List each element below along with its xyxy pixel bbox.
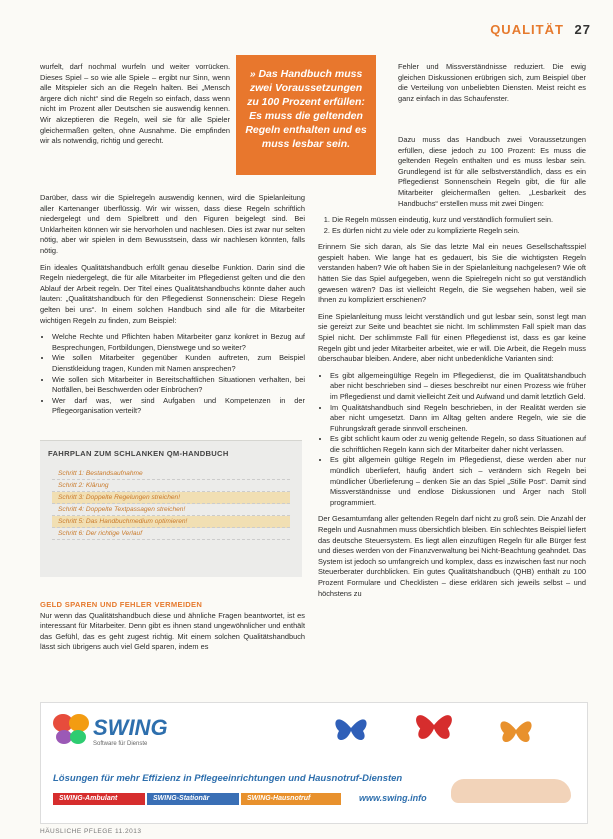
paragraph: Der Gesamtumfang aller geltenden Regeln darf nicht zu groß sein. Die Anzahl der Regeln und Ausnahmen muss übersichtlich bleiben. Ein schlechtes Beispiel liefert das deutsche Steuersystem. Es liegt allen einzufügen Regeln für alle Bürger fest und dieses werden von der Finanzverwaltung bei Nicht-Beachtung geahndet. Das System ist jedoch so umfangreich und komplex, dass es inzwischen fast nur noch Steuerberater durchblicken. Ein gutes Qualitätshandbuch (QHB) enthält zu 100 Prozent Formulare und Checklisten – diese erklären sich jeweils selbst – und höchstens zu [318, 514, 586, 598]
list-item: • Im Qualitätshandbuch sind Regeln beschrieben, in der Realität werden sie aber nicht umgesetzt. Dann im Alltag gelten andere Regeln, wie sie die Führungskraft gerade sinnvoll erscheinen. [330, 403, 586, 435]
page-footer: HÄUSLICHE PFLEGE 11.2013 [40, 828, 142, 835]
ad-button-hausnotruf[interactable]: SWING-Hausnotruf [241, 793, 341, 805]
paragraph: Eine Spielanleitung muss leicht verständlich und gut lesbar sein, sonst legt man sie gereizt zur Seite und beachtet sie nicht. Im schlimmsten Fall spielt man das Spiel nicht. Der schlimmste Fall für einen Pflegedienst ist, dass es gar keine Regeln gibt und jeder Mitarbeiter arbeitet, wie er will. Die Arbeit, die Regeln muss überschaubar bleiben. Andere, aber nicht unbedenkliche Varianten sind: [318, 311, 586, 364]
bullet-list [40, 332, 305, 417]
page-header [490, 22, 591, 37]
paragraph: Erinnern Sie sich daran, als Sie das letzte Mal ein neues Gesellschaftsspiel gespielt haben. Wie lange hat es gedauert, bis Sie die wichtigsten Regeln verstanden haben? Wie oft haben Sie in der Spielanleitung nachgelesen? Wie oft hätten Sie das Spiel aufgegeben, wenn die Spielregeln nicht so gut verständlich gewesen wären? Das ist vielleicht Regeln, die Sie wegsehen haben, weil sie Ihnen zu kompliziert erschienen? [318, 242, 586, 305]
right-column-top [398, 62, 586, 110]
list-item: • Welche Rechte und Pflichten haben Mitarbeiter ganz konkret in Bezug auf Besprechungen, Fortbildungen, Dienstwege und so weiter? [52, 332, 305, 353]
list-item: • Wie sollen sich Mitarbeiter in Bereitschaftlichen Situationen verhalten, bei Notfällen, bei Beschwerden oder Einbrüchen? [52, 375, 305, 396]
roadmap-step: Schritt 6: Der richtige Verlauf [52, 528, 290, 540]
roadmap-box [40, 440, 302, 577]
swing-logo-icon [51, 711, 91, 747]
roadmap-step: Schritt 3: Doppelte Regelungen streichen! [52, 492, 290, 504]
butterfly-icon [331, 711, 371, 745]
ad-url-link[interactable]: www.swing.info [359, 793, 427, 803]
list-item: 2. Es dürfen nicht zu viele oder zu komplizierte Regeln sein. [332, 226, 586, 237]
left-column-top [40, 62, 230, 153]
pull-quote: » Das Handbuch muss zwei Voraussetzungen zu 100 Prozent erfüllen: Es muss die geltenden Regeln enthalten und es muss lesbar sein. [236, 55, 376, 175]
list-item: • Es gibt schlicht kaum oder zu wenig geltende Regeln, so dass Situationen auf die schriftlichen Regeln kann sich der Mitarbeiter daher nicht verlassen. [330, 434, 586, 455]
roadmap-step: Schritt 4: Doppelte Textpassagen streichen! [52, 504, 290, 516]
ad-tagline: Lösungen für mehr Effizienz in Pflegeeinrichtungen und Hausnotruf-Diensten [53, 773, 403, 784]
hand-image [451, 779, 571, 803]
ad-button-ambulant[interactable]: SWING-Ambulant [53, 793, 145, 805]
butterfly-icon [496, 713, 536, 747]
paragraph: wurfelt, darf nochmal wurfeln und weiter vorrücken. Dieses Spiel – so wie alle Spiele – ergibt nur Sinn, wenn alle Mitspieler sich an die Regeln halten. Bei „Mensch ärgere dich nicht“ sind die Regeln so einfach, dass wenn nicht im Prozent aller Deutschen sie auswendig kennen. Wir akzeptieren die Regeln, weil sie für alle Spieler gleichermaßen gelten, ohne Ausnahme. Die empfinden wir als notwendig, richtig und gerecht. [40, 62, 230, 146]
paragraph: Dazu muss das Handbuch zwei Voraussetzungen erfüllen, diese jedoch zu 100 Prozent: Es muss die geltenden Regeln enthalten und es muss lesbar sein. Grundlegend ist für alle selbstverständlich, dass es ein Pflegedienst Sonnenschein Regeln gibt, die für alle Mitarbeiter gleichermaßen gelten. „Lesbarkeit des Handbuchs“ erstellen muss mit zwei Dingen: [398, 135, 586, 208]
butterfly-icon [411, 705, 457, 745]
subheading: GELD SPAREN UND FEHLER VERMEIDEN [40, 600, 203, 609]
section-title: QUALITÄT [490, 22, 564, 37]
list-item: 1. Die Regeln müssen eindeutig, kurz und verständlich formuliert sein. [332, 215, 586, 226]
bullet-list [318, 371, 586, 509]
numbered-list [318, 215, 586, 236]
paragraph: Ein ideales Qualitätshandbuch erfüllt genau dieselbe Funktion. Darin sind die Regeln niedergelegt, die für alle Mitarbeiter im Pflegedienst gelten und die den Ablauf der Arbeit regeln. Der Titel eines Qualitätshandbuchs könnte daher auch lauten: „Qualitätshandbuch für den Pflegedienst Sonnenschein: Diese Regeln gelten bei uns“. In einem solchen Handbuch sind alle für die Mitarbeiter wichtigen Regeln zu finden, zum Beispiel: [40, 262, 305, 325]
roadmap-step: Schritt 2: Klärung [52, 480, 290, 492]
page-number: 27 [574, 22, 591, 37]
roadmap-step: Schritt 1: Bestandsaufnahme [52, 468, 290, 480]
paragraph: Fehler und Missverständnisse reduziert. Die ewig gleichen Diskussionen erübrigen sich, zum Beispiel über die Verteilung von unbeliebten Diensten. Meist reicht es ganz einfach in das Schaufenster. [398, 62, 586, 103]
left-column-bottom [40, 600, 305, 659]
list-item: • Es gibt allgemeingültige Regeln im Pflegedienst, die im Qualitätshandbuch aber nicht beschrieben sind – dieses beschreibt nur einen Prozess wie früher im Pflegedienst und damit vielleicht Zeit und Aufwand und damit letztlich Geld. [330, 371, 586, 403]
ad-logo: SWING [93, 715, 168, 740]
right-column [318, 215, 586, 605]
ad-logo-subtitle: Software für Dienste [93, 741, 148, 747]
left-column [40, 193, 305, 423]
list-item: • Wer darf was, wer sind Aufgaben und Kompetenzen in der Pflegeorganisation verteilt? [52, 396, 305, 417]
right-column-mid [398, 135, 586, 215]
roadmap-step: Schritt 5: Das Handbuchmedium optimieren! [52, 516, 290, 528]
paragraph: Darüber, dass wir die Spielregeln auswendig kennen, wird die Spielanleitung aller Kartenanger überflüssig. Wir wir wissen, dass diese Regeln schriftlich niedergelegt und dem Spielbrett und den Figuren beigelegt sind. Bei Unklarheiten können wir sie hervorholen und nachlesen. Dies ist zwar nur selten nötig, aber wir spielen in dem Bewusstsein, dass wir nachlesen könnten, falls nötig. [40, 193, 305, 255]
advertisement[interactable] [40, 702, 588, 824]
ad-button-stationaer[interactable]: SWING-Stationär [147, 793, 239, 805]
roadmap-title: FAHRPLAN ZUM SCHLANKEN QM-HANDBUCH [48, 449, 229, 458]
list-item: • Wie sollen Mitarbeiter gegenüber Kunden auftreten, zum Beispiel Dienstkleidung tragen, Kunden mit Namen ansprechen? [52, 353, 305, 374]
list-item: • Es gibt allgemein gültige Regeln im Pflegedienst, diese werden aber nur mündlich überliefert, häufig ändert sich – verändern sich Regeln bei mündlicher Überlieferung – denken Sie an das Spiel „Stille Post“. Damit sind Missverständnisse und endlose Diskussionen und Ärger nach Stoll programmiert. [330, 455, 586, 508]
paragraph: Nur wenn das Qualitätshandbuch diese und ähnliche Fragen beantwortet, ist es interessant für Mitarbeiter. Denn gibt es ihnen stand ungewöhnlicher und enthält das Gefühl, das es geht zugest richtig. Mit einem solchen Qualitätshandbuch lässt sich übrigens auch viel Geld sparen, indem es [40, 610, 305, 652]
